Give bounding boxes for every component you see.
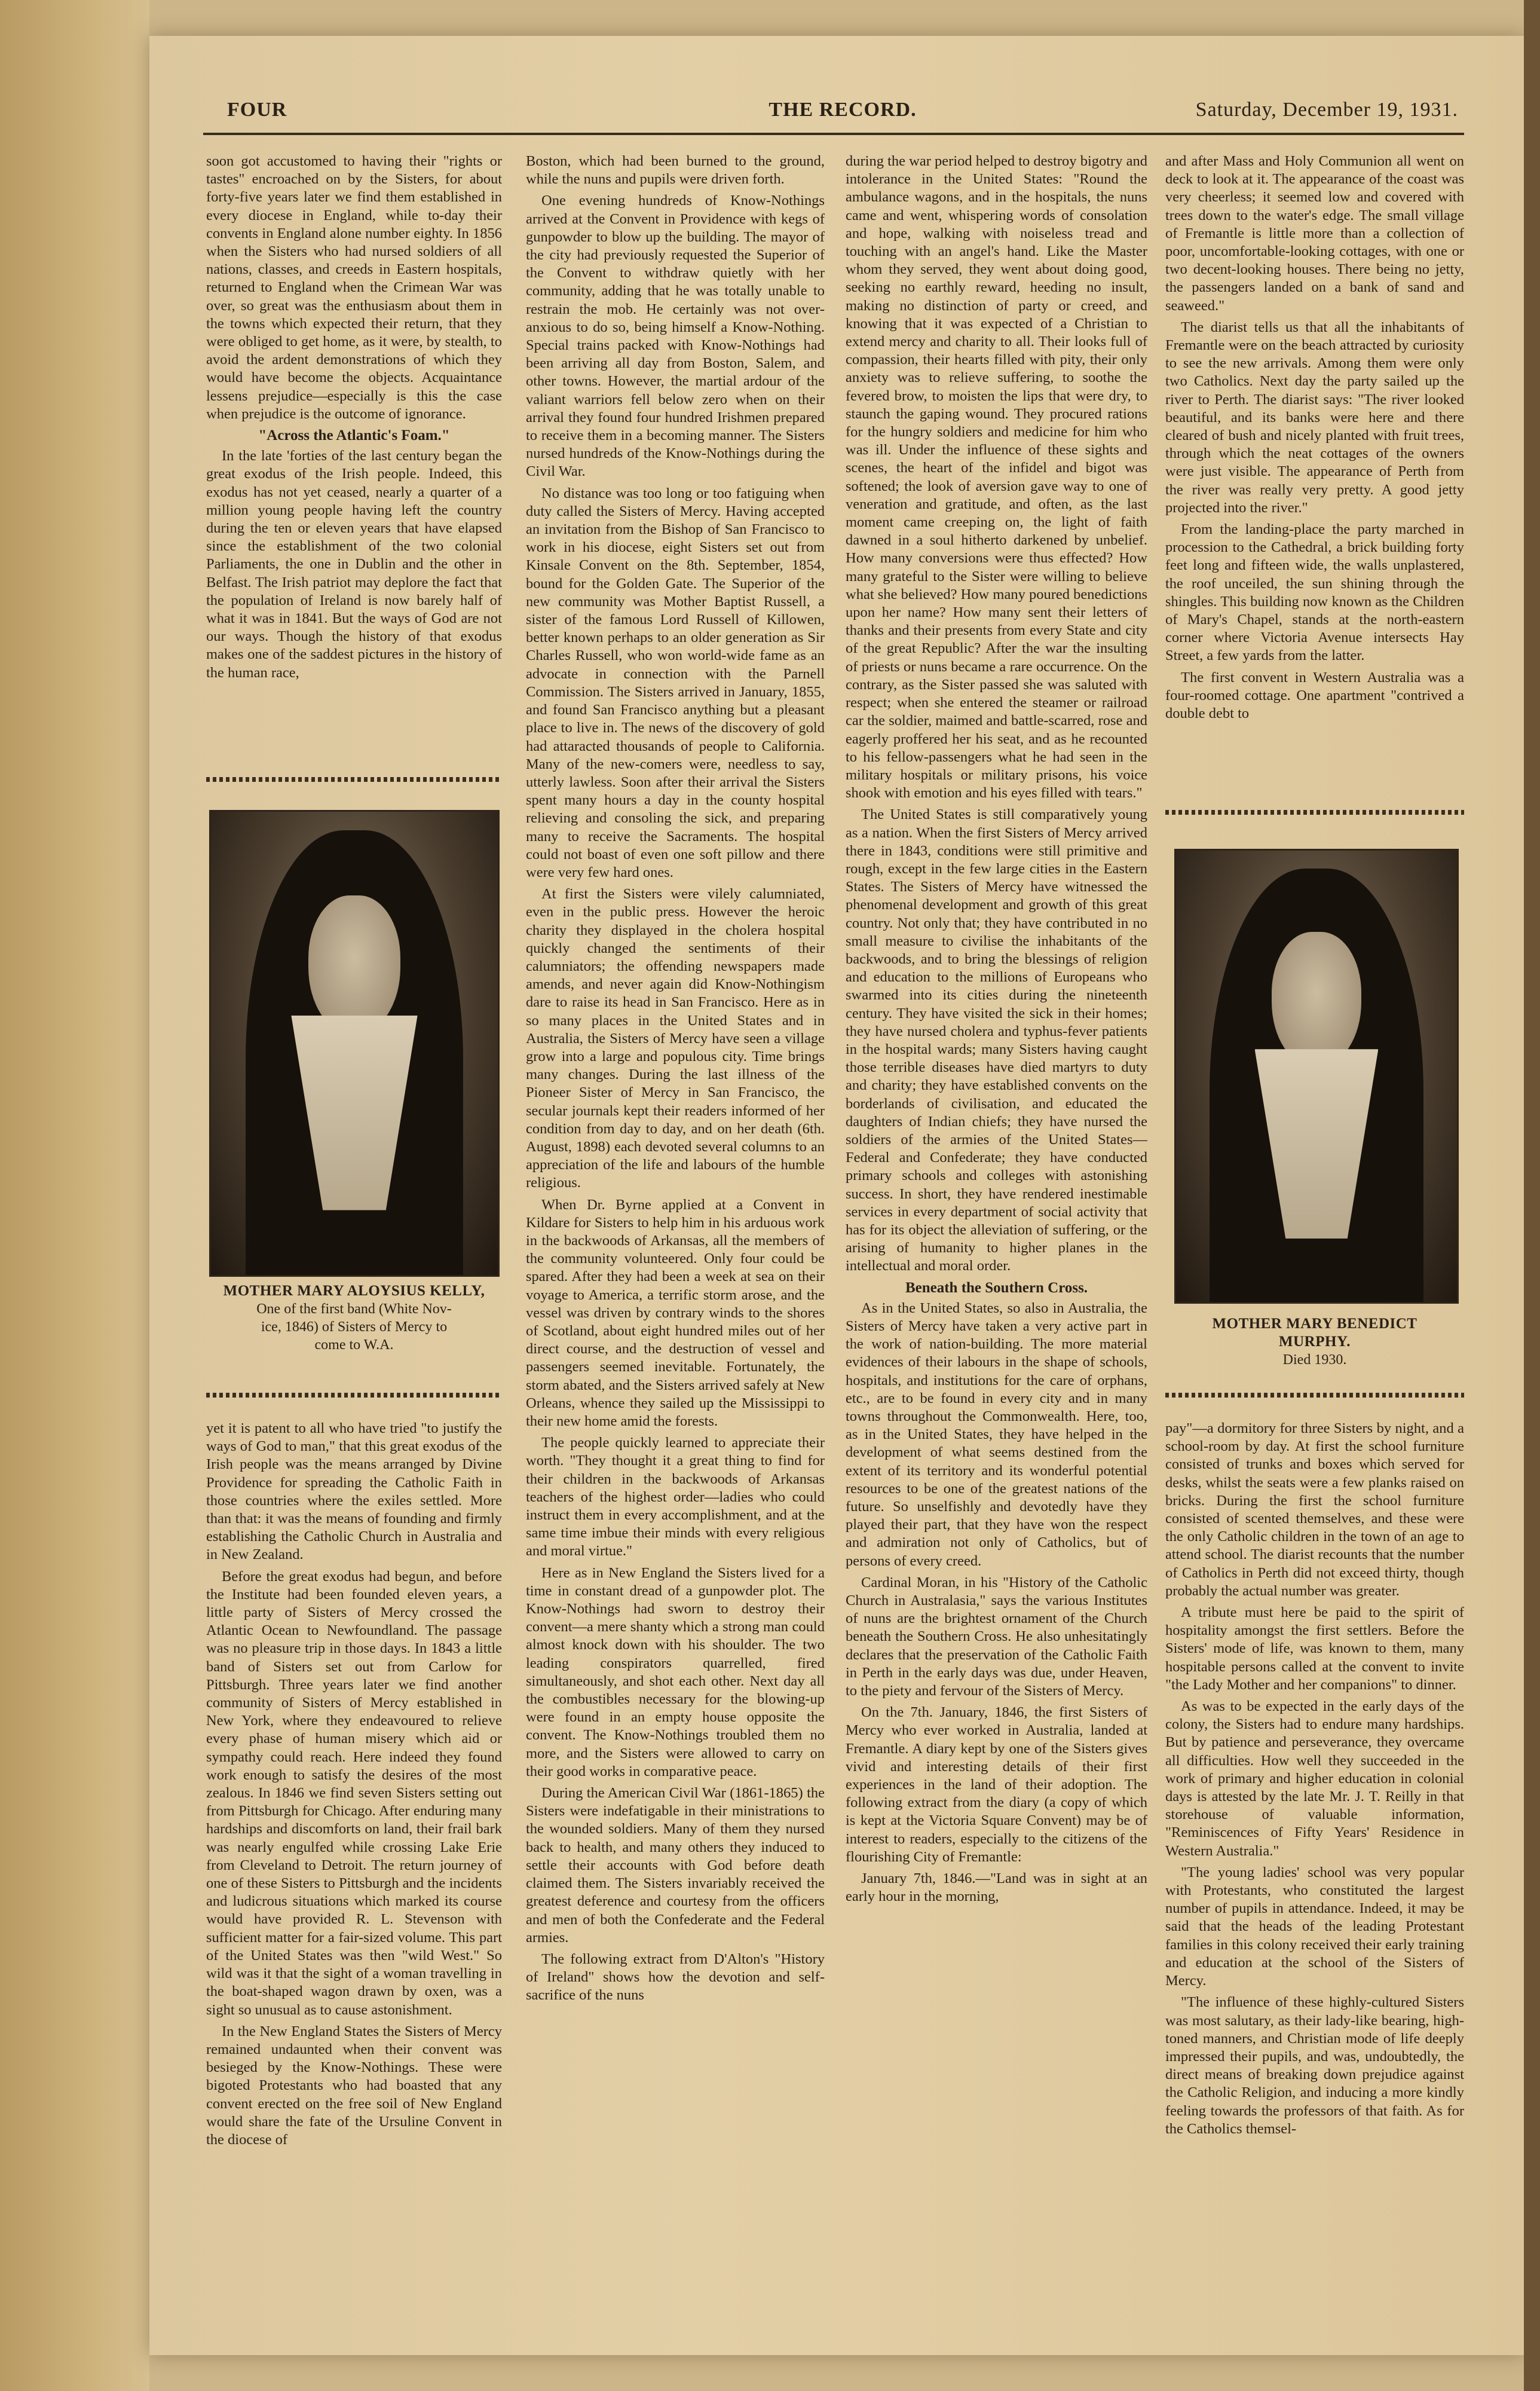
paragraph: The people quickly learned to appreciate their worth. "They thought it a great thing to find for their children in the backwoods of Arkansas teachers of the highest order—ladies who could instruct them in every accomplishment, and at the same time imbue their minds with every religious and moral virtue." bbox=[526, 1435, 825, 1560]
column-separator bbox=[206, 1393, 502, 1398]
paragraph: One evening hundreds of Know-Nothings arrived at the Convent in Providence with kegs of gunpowder to blow up the building. The mayor of the city had previously requested the Superior of the Convent to withdraw quietly with her community, adding that he was totally unable to restrain the mob. He certainly was not over-anxious to do so, being himself a Know-Nothing. Special trains packed with Know-Nothings had been arriving all day from Boston, Salem, and other towns. However, the martial ardour of the valiant warriors fell below zero when on their arrival they found four hundred Irishmen prepared to receive them in a becoming manner. The Sisters nursed hundreds of the Know-Nothings during the Civil War. bbox=[526, 192, 825, 480]
paragraph: Before the great exodus had begun, and before the Institute had been founded eleven years, a little party of Sisters of Mercy crossed the Atlantic Ocean to Newfoundland. The passage was no pleasure trip in those days. In 1843 a little band of Sisters set out from Carlow for Pittsburgh. Three years later we find another community of Sisters of Mercy established in New York, where they endeavoured to relieve every phase of human misery which aid or sympathy could reach. Here indeed they found work enough to satisfy the desires of the most zealous. In 1846 we find seven Sisters setting out from Pittsburgh for Chicago. After enduring many hardships and discomforts on land, their frail bark was nearly engulfed while crossing Lake Erie from Cleveland to Detroit. The return journey of one of these Sisters to Pittsburgh and the incidents and ludicrous situations which marked its course would have provided R. L. Stevenson with sufficient matter for a fair-sized volume. This part of the United States was then "wild West." So wild was it that the sight of a woman travelling in the boat-shaped wagon drawn by oxen, was a sight so unusual as to cause astonishment. bbox=[206, 1568, 502, 2018]
masthead-rule bbox=[203, 133, 1464, 135]
column-4-bottom bbox=[1165, 1420, 1464, 2337]
caption-line: One of the first band (White Nov- bbox=[256, 1301, 452, 1317]
paragraph: The diarist tells us that all the inhabitants of Fremantle were on the beach attracted by curiosity to see the new arrivals. Among them were only two Catholics. Next day the party sailed up the river to Perth. The diarist says: "The river looked beautiful, and its banks were here and there cleared of bush and nicely planted with fruit trees, through which the neat cottages of the owners were just visible. The appearance of Perth from the river was really very pretty. A good jetty projected into the river." bbox=[1165, 319, 1464, 516]
paragraph: The first convent in Western Australia was a four-roomed cottage. One apartment "contrived a double debt to bbox=[1165, 669, 1464, 722]
paragraph: The United States is still comparatively young as a nation. When the first Sisters of Mercy arrived there in 1843, conditions were still primitive and rough, except in the few large cities in the Eastern States. The Sisters of Mercy have witnessed the phenomenal development and growth of this great country. Not only that; they have contributed in no small measure to civilise the inhabitants of the backwoods, and to bring the blessings of religion and education to the millions of Europeans who swarmed into its cities during the nineteenth century. They have visited the sick in their homes; they have nursed cholera and typhus-fever patients in the hospital wards; many Sisters having caught those terrible diseases have died martyrs to duty and charity; they have established convents on the borderlands of civilisation, and educated the daughters of Indian chiefs; they have nursed the soldiers of the armies of the United States—Federal and Confederate; they have conducted primary schools and colleges with astonishing success. In short, they have rendered inestimable services in every department of social activity that has for its object the alleviation of suffering, or the arising of humanity to higher planes in the intellectual and moral order. bbox=[846, 806, 1147, 1274]
column-4-top bbox=[1165, 152, 1464, 795]
paragraph: Boston, which had been burned to the ground, while the nuns and pupils were driven forth. bbox=[526, 153, 825, 188]
paragraph: During the American Civil War (1861-1865) the Sisters were indefatigable in their ministrations to the wounded soldiers. Many of them they nursed back to health, and many others they induced to settle their accounts with God before death claimed them. The Sisters invariably received the greatest deference and courtesy from the officers and men of both the Confederate and the Federal armies. bbox=[526, 1785, 825, 1946]
paragraph: At first the Sisters were vilely calumniated, even in the public press. However the heroic charity they displayed in the cholera hospital quickly changed the sentiments of their calumniators; the offending newspapers made amends, and never again did Know-Nothingism dare to raise its head in San Francisco. Here as in so many places in the United States and in Australia, the Sisters of Mercy have seen a village grow into a large and populous city. Time brings many changes. During the last illness of the Pioneer Sister of Mercy in San Francisco, the secular journals kept their readers informed of her condition from day to day, and on her death (6th. August, 1898) each devoted several columns to an appreciation of the life and labours of the humble religious. bbox=[526, 886, 825, 1191]
paragraph: "The influence of these highly-cultured Sisters was most salutary, as their lady-like bearing, high-toned manners, and Christian mode of life deeply impressed their pupils, and was, undoubtedly, the direct means of breaking down prejudice against the Catholic Religion, and inducing a more kindly feeling towards the professors of that faith. As for the Catholics themsel- bbox=[1165, 1994, 1464, 2137]
page-edge-left bbox=[0, 0, 149, 2391]
paragraph: In the late 'forties of the last century began the great exodus of the Irish people. Indeed, this exodus has not yet ceased, nearly a quarter of a million young people having left the country during the ten or eleven years that have elapsed since the establishment of the two colonial Parliaments, the one in Dublin and the other in Belfast. The Irish patriot may deplore the fact that the population of Ireland is now barely half of what it was in 1841. But the ways of God are not our ways. Though the history of that exodus makes one of the saddest pictures in the history of the human race, bbox=[206, 448, 502, 681]
paragraph: No distance was too long or too fatiguing when duty called the Sisters of Mercy. Having accepted an invitation from the Bishop of San Francisco to work in his diocese, eight Sisters set out from Kinsale Convent on the 8th. September, 1854, bound for the Golden Gate. The Superior of the new community was Mother Baptist Russell, a sister of the famous Lord Russell of Killowen, better known perhaps to an older generation as Sir Charles Russell, who won world-wide fame as an advocate in connection with the Parnell Commission. The Sisters arrived in January, 1855, and found San Francisco anything but a pleasant place to live in. The news of the discovery of gold had attaracted thousands of people to California. Many of the new-comers were, needless to say, utterly lawless. Soon after their arrival the Sisters spent many hours a day in the county hospital relieving and consoling the sick, and preparing many to receive the Sacraments. The hospital could not boast of even one soft pillow and there were very few hard ones. bbox=[526, 485, 825, 880]
column-2 bbox=[526, 152, 825, 2337]
paragraph: The following extract from D'Alton's "History of Ireland" shows how the devotion and self-sacrifice of the nuns bbox=[526, 1950, 825, 2004]
paragraph: yet it is patent to all who have tried "to justify the ways of God to man," that this great exodus of the Irish people was the means arranged by Divine Providence for spreading the Catholic Faith in those countries where the exiles settled. More than that: it was the means of founding and firmly establishing the Catholic Church in Australia and in New Zealand. bbox=[206, 1420, 502, 1563]
caption-line: ice, 1846) of Sisters of Mercy to bbox=[261, 1319, 448, 1335]
caption-name: MURPHY. bbox=[1279, 1334, 1351, 1350]
paragraph: during the war period helped to destroy bigotry and intolerance in the United States: "Round the ambulance wagons, and in the hospitals, the nuns came and went, whispering words of consolation and hope, walking with noiseless tread and touching with an angel's hand. Like the Master whom they served, they went about doing good, seeking no earthly reward, heeding no insult, making no distinction of party or creed, and knowing that it was expected of a Christian to extend mercy and charity to all. Their looks full of compassion, their hearts filled with pity, their only anxiety was to relieve suffering, to soothe the fevered brow, to moisten the lips that were dry, to staunch the gaping wound. They procured rations for the hungry soldiers and medicine for him who was ill. Under the influence of these sights and scenes, the heart of the infidel and bigot was softened; the look of aversion gave way to one of veneration and gratitude, and often, as the last moment came creeping on, the light of faith dawned in a soul hitherto darkened by unbelief. How many conversions were thus effected? How many grateful to the Sister were willing to believe what she believed? How many poured benedictions upon her name? How many sent their letters of thanks and their presents from every State and city of the great Republic? After the war the insulting of priests or nuns became a rare occurrence. On the contrary, as the Sister passed she was saluted with respect; when she entered the steamer or railroad car the soldier, maimed and battle-scarred, rose and eagerly proffered her his seat, and as he recounted to his fellow-passengers what he had seen in the military hospitals or military prisons, his voice shook with emotion and his eyes filled with tears." bbox=[846, 153, 1147, 802]
paragraph: Cardinal Moran, in his "History of the Catholic Church in Australasia," says the various Institutes of nuns are the brightest ornament of the Church beneath the Southern Cross. He also unhesitatingly declares that the preservation of the Catholic Faith in Perth in the early days was due, under Heaven, to the piety and fervour of the Sisters of Mercy. bbox=[846, 1574, 1147, 1699]
paragraph: As was to be expected in the early days of the colony, the Sisters had to endure many hardships. But by patience and perseverance, they overcame all difficulties. How well they succeeded in the work of primary and higher education in colonial days is attested by the late Mr. J. T. Reilly in that storehouse of valuable information, "Reminiscences of Fifty Years' Residence in Western Australia." bbox=[1165, 1698, 1464, 1859]
caption-line: come to W.A. bbox=[314, 1337, 394, 1353]
column-3 bbox=[846, 152, 1147, 2337]
paper-title: THE RECORD. bbox=[769, 99, 917, 121]
column-separator bbox=[206, 777, 502, 782]
page-number: FOUR bbox=[227, 99, 287, 121]
column-1-bottom bbox=[206, 1420, 502, 2337]
photo-caption-kelly bbox=[206, 1282, 502, 1354]
photo-caption-murphy bbox=[1165, 1315, 1464, 1369]
page-edge-right bbox=[1524, 0, 1540, 2391]
paragraph: pay"—a dormitory for three Sisters by night, and a school-room by day. At first the school furniture consisted of trunks and boxes which served for desks, whilst the seats were a few planks raised on bricks. During the first the school furniture consisted of scented themselves, and these were the only Catholic children in the town of an age to attend school. The diarist recounts that the number of Catholics in Perth did not exceed thirty, though probably the actual number was greater. bbox=[1165, 1420, 1464, 1599]
paragraph: January 7th, 1846.—"Land was in sight at an early hour in the morning, bbox=[846, 1870, 1147, 1905]
masthead bbox=[227, 99, 1458, 129]
caption-name: MOTHER MARY BENEDICT bbox=[1212, 1316, 1417, 1332]
subheading: "Across the Atlantic's Foam." bbox=[258, 427, 450, 444]
face-shape bbox=[308, 895, 400, 1035]
paragraph: As in the United States, so also in Australia, the Sisters of Mercy have taken a very active part in the work of nation-building. The more material evidences of their labours in the shape of schools, hospitals, and institutions for the care of orphans, etc., are to be found in every city and in many towns throughout the Commonwealth. Here, too, as in the United States, they have helped in the development of what seems destined from the extent of its territory and its wonderful potential resources to be one of the greatest nations of the future. So unselfishly and devotedly have they played their part, that they have won the respect and admiration not only of Catholics, but of persons of every creed. bbox=[846, 1300, 1147, 1569]
paragraph: A tribute must here be paid to the spirit of hospitality amongst the first settlers. Before the Sisters' mode of life, was known to them, many hospitable persons called at the convent to invite "the Lady Mother and her companions" to dinner. bbox=[1165, 1604, 1464, 1693]
subheading: Beneath the Southern Cross. bbox=[905, 1279, 1088, 1296]
paragraph: "The young ladies' school was very popular with Protestants, who constituted the largest number of pupils in attendance. Indeed, it may be said that the heads of the leading Protestant families in this colony received their early training and education at the school of the Sisters of Mercy. bbox=[1165, 1864, 1464, 1989]
caption-line: Died 1930. bbox=[1282, 1352, 1347, 1368]
paragraph: On the 7th. January, 1846, the first Sisters of Mercy who ever worked in Australia, landed at Fremantle. A diary kept by one of the Sisters gives vivid and interesting details of their first experiences in the land of their adoption. The following extract from the diary (a copy of which is kept at the Victoria Square Convent) may be of interest to readers, especially to the citizens of the flourishing City of Fremantle: bbox=[846, 1704, 1147, 1865]
portrait-photo-murphy bbox=[1174, 849, 1459, 1304]
paragraph: soon got accustomed to having their "rights or tastes" encroached on by the Sisters, for about forty-five years later we find them established in every diocese in England, while to-day their convents in England alone number eighty. In 1856 when the Sisters who had nursed soldiers of all nations, classes, and creeds in Eastern hospitals, returned to England when the Crimean War was over, so great was the enthusiasm about them in the towns which expected their return, that they were obliged to get home, as it were, by stealth, to avoid the ardent demonstrations of which they would have become the objects. Acquaintance lessens prejudice—especially is this the case when prejudice is the outcome of ignorance. bbox=[206, 153, 502, 422]
column-1-top bbox=[206, 152, 502, 753]
paragraph: and after Mass and Holy Communion all went on deck to look at it. The appearance of the coast was very cheerless; it seemed low and covered with trees down to the water's edge. The small village of Fremantle is little more than a collection of poor, uncomfortable-looking cottages, with one or two decent-looking houses. There being no jetty, the passengers landed on a bank of sand and seaweed." bbox=[1165, 153, 1464, 314]
column-separator bbox=[1165, 810, 1464, 815]
paragraph: Here as in New England the Sisters lived for a time in constant dread of a gunpowder plot. The Know-Nothings had sworn to destroy their convent—a mere shanty which a strong man could almost knock down with his shoulder. The two leading conspirators quarrelled, fired simultaneously, and shot each other. Next day all the combustibles necessary for the blowing-up were found in an empty house opposite the convent. The Know-Nothings troubled them no more, and the Sisters were allowed to carry on their good works in comparative peace. bbox=[526, 1564, 825, 1780]
face-shape bbox=[1272, 932, 1361, 1068]
paragraph: When Dr. Byrne applied at a Convent in Kildare for Sisters to help him in his arduous work in the backwoods of Arkansas, all the members of the community volunteered. Only four could be spared. After they had been a week at sea on their voyage to America, a terrific storm arose, and the vessel was driven by contrary winds to the shores of Scotland, about eight hundred miles out of her direct course, and the destruction of vessel and passengers seemed inevitable. Fortunately, the storm abated, and the Sisters arrived safely at New Orleans, whence they sailed up the Mississippi to their new home amid the forests. bbox=[526, 1196, 825, 1430]
portrait-photo-kelly bbox=[209, 810, 500, 1277]
caption-name: MOTHER MARY ALOYSIUS KELLY, bbox=[223, 1283, 485, 1299]
paragraph: In the New England States the Sisters of Mercy remained undaunted when their convent was besieged by the Know-Nothings. These were bigoted Protestants who had boasted that any convent erected on the free soil of New England would share the fate of the Ursuline Convent in the diocese of bbox=[206, 2023, 502, 2148]
column-separator bbox=[1165, 1393, 1464, 1398]
paragraph: From the landing-place the party marched in procession to the Cathedral, a brick building forty feet long and fifteen wide, the walls unplastered, the roof unceiled, the sun shining through the shingles. This building now known as the Children of Mary's Chapel, stands at the north-eastern corner where Victoria Avenue intersects Hay Street, a few yards from the latter. bbox=[1165, 521, 1464, 664]
issue-date: Saturday, December 19, 1931. bbox=[1195, 99, 1458, 121]
